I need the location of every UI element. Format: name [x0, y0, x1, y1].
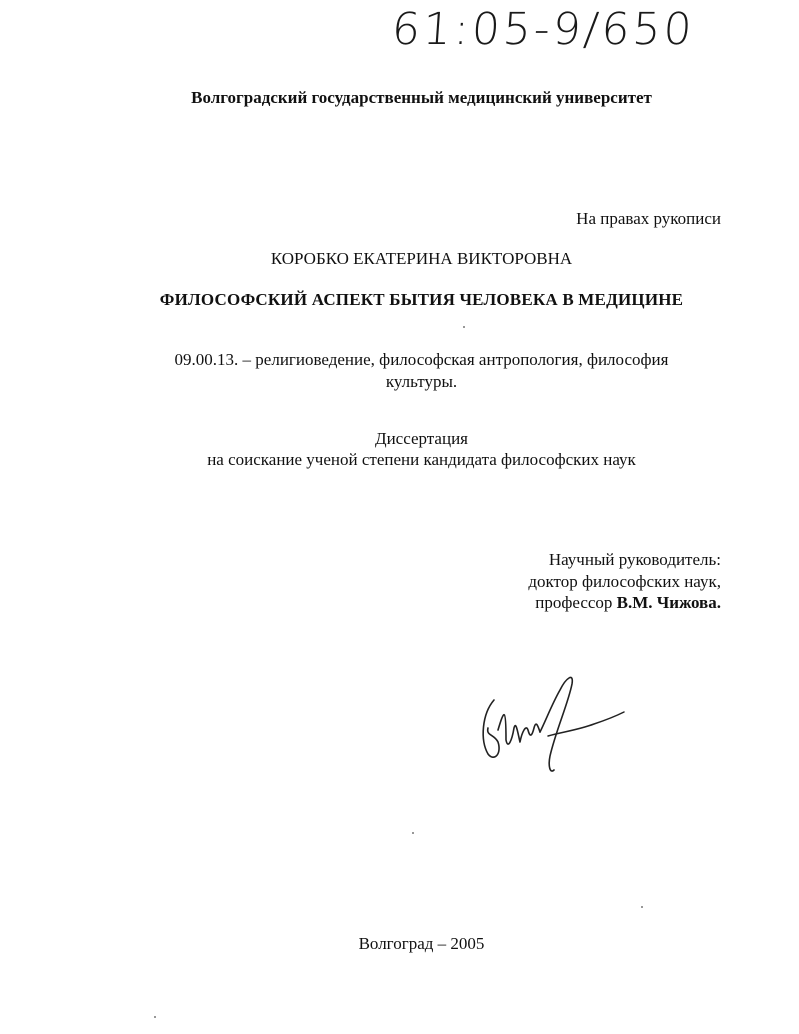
supervisor-title-name: [400, 593, 721, 613]
manuscript-note: На правах рукописи: [576, 209, 721, 228]
author-name: КОРОБКО ЕКАТЕРИНА ВИКТОРОВНА: [270, 249, 573, 268]
degree-statement: на соискание ученой степени кандидата философских наук: [207, 450, 636, 469]
speck: [154, 1016, 156, 1018]
dissertation-label: Диссертация: [374, 429, 468, 448]
speck: [412, 832, 414, 834]
supervisor-title: профессор: [535, 593, 613, 612]
supervisor-label: Научный руководитель:: [548, 550, 721, 569]
dissertation-title: ФИЛОСОФСКИЙ АСПЕКТ БЫТИЯ ЧЕЛОВЕКА В МЕДИЦИНЕ: [159, 290, 684, 309]
supervisor-name: В.М. Чижова.: [616, 593, 721, 612]
speck: [641, 906, 643, 908]
signature-scribble: [476, 670, 636, 782]
handwritten-code: 61:05-9/650: [390, 4, 697, 55]
speck: [463, 326, 465, 328]
university-name: Волгоградский государственный медицинский университет: [191, 88, 652, 107]
city-year: Волгоград – 2005: [358, 934, 485, 953]
specialty-line-1: 09.00.13. – религиоведение, философская антропология, философия: [174, 350, 669, 369]
supervisor-degree: доктор философских наук,: [528, 572, 721, 591]
specialty-line-2: культуры.: [385, 372, 458, 391]
